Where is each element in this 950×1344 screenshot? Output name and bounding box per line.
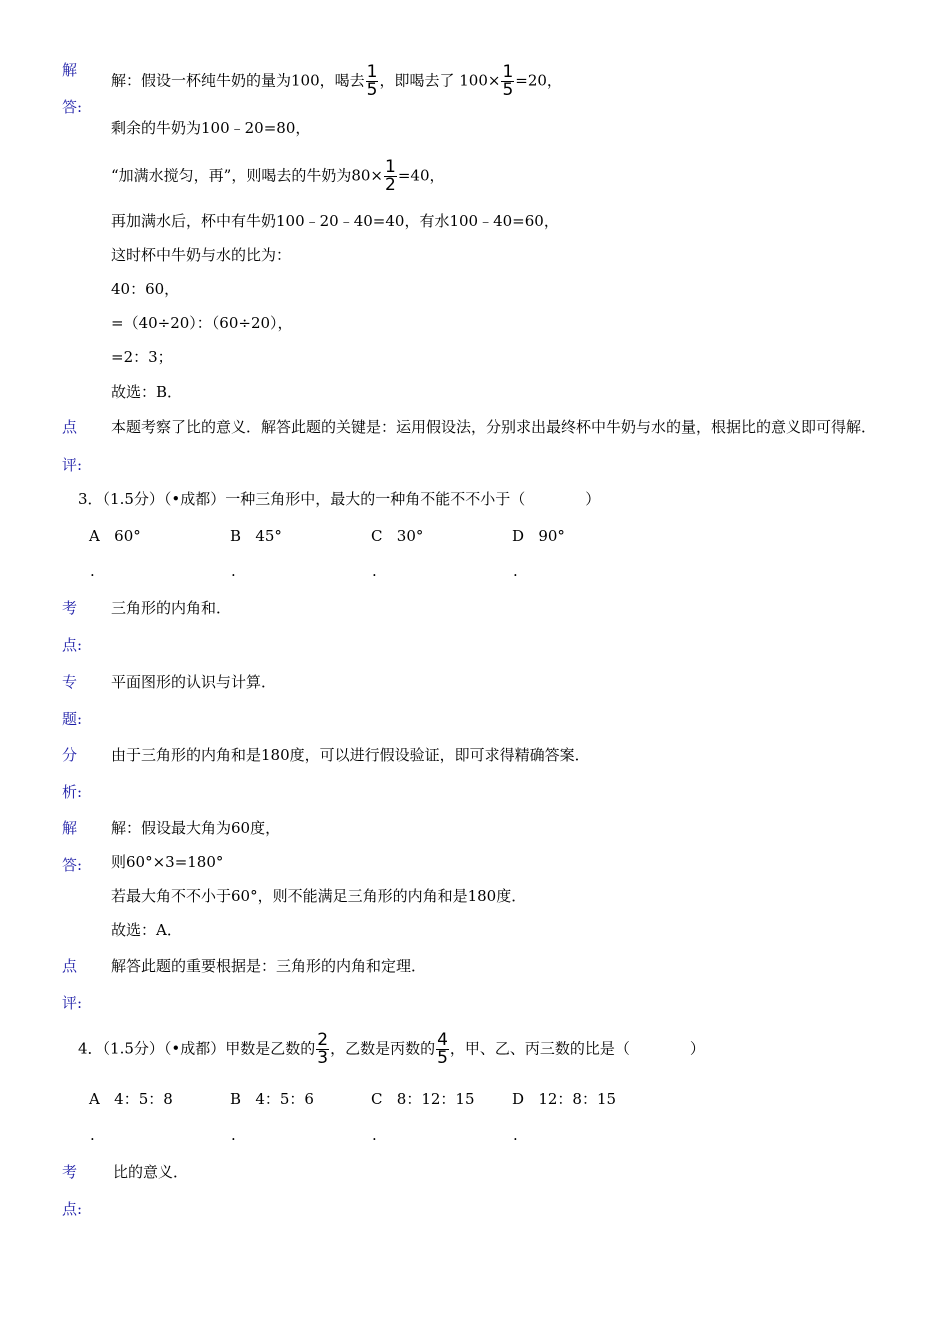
fraction-one-half: $\frac{1}{2}$ <box>385 157 396 195</box>
label-ping: 评: <box>62 994 83 1012</box>
answer-line-1: 解：假设一杯纯牛奶的量为100，喝去 $\frac{1}{5}$ ，即喝去了 100× $\frac{1}{5}$ =20， <box>111 62 562 100</box>
answer-line-3: “加满水搅匀，再”，则喝去的牛奶为80× $\frac{1}{2}$ =40， <box>111 157 445 195</box>
label-ping: 评: <box>62 456 83 474</box>
q3-comment-text: 解答此题的重要根据是：三角形的内角和定理． <box>111 957 427 975</box>
label-zhuan: 专 <box>62 673 78 691</box>
q3-option-dot: . <box>231 562 236 580</box>
q4-kaodian-text: 比的意义． <box>113 1163 189 1181</box>
q4-option-dot: . <box>231 1126 236 1144</box>
label-jie: 解 <box>62 61 78 79</box>
comment-text: 本题考察了比的意义．解答此题的关键是：运用假设法，分别求出最终杯中牛奶与水的量，根据比的意义即可得解． <box>111 418 877 436</box>
q3-option-dot: . <box>372 562 377 580</box>
label-xi: 析: <box>62 783 83 801</box>
fraction-one-fifth: $\frac{1}{5}$ <box>366 62 378 100</box>
label-dian: 点 <box>62 418 78 436</box>
question-3-stem: 3．（1.5分）（•成都）一种三角形中，最大的一种角不能不不小于（ ） <box>78 490 601 508</box>
q3-answer-line-4: 故选：A． <box>111 921 182 939</box>
fraction-one-fifth-2: $\frac{1}{5}$ <box>502 62 514 100</box>
q3-option-d[interactable]: D 90° <box>512 527 565 545</box>
fraction-two-thirds: $\frac{2}{3}$ <box>317 1030 329 1068</box>
fenxi-text: 由于三角形的内角和是180度，可以进行假设验证，即可求得精确答案． <box>111 746 590 764</box>
q3-option-b[interactable]: B 45° <box>230 527 282 545</box>
label-fen: 分 <box>62 746 78 764</box>
label-dian: 点 <box>62 957 78 975</box>
answer-line-5: 这时杯中牛奶与水的比为： <box>111 246 292 264</box>
q3-option-a[interactable]: A 60° <box>89 527 141 545</box>
fraction-four-fifths: $\frac{4}{5}$ <box>437 1030 448 1068</box>
q3-option-dot: . <box>90 562 95 580</box>
label-da: 答: <box>62 856 83 874</box>
zhuanti-text: 平面图形的认识与计算． <box>111 673 277 691</box>
label-da: 答: <box>62 98 83 116</box>
q4-option-a[interactable]: A 4：5：8 <box>89 1090 173 1108</box>
q3-answer-line-1: 解：假设最大角为60度， <box>111 819 281 837</box>
label-kao: 考 <box>62 599 78 617</box>
q3-option-c[interactable]: C 30° <box>371 527 424 545</box>
q4-option-d[interactable]: D 12：8：15 <box>512 1090 617 1108</box>
q4-option-dot: . <box>90 1126 95 1144</box>
label-kao: 考 <box>62 1163 78 1181</box>
q4-option-dot: . <box>513 1126 518 1144</box>
label-jie: 解 <box>62 819 78 837</box>
label-dian: 点: <box>62 1200 83 1218</box>
answer-line-2: 剩余的牛奶为100﹣20=80， <box>111 119 311 137</box>
answer-line-9: 故选：B． <box>111 383 183 401</box>
label-ti: 题: <box>62 710 83 728</box>
question-4-stem: 4．（1.5分）（•成都）甲数是乙数的 $\frac{2}{3}$ ，乙数是丙数的 $\frac{4}{5}$ ，甲、乙、丙三数的比是（ ） <box>78 1030 705 1068</box>
label-dian: 点: <box>62 636 83 654</box>
answer-line-7: =（40÷20）：（60÷20）， <box>111 314 293 332</box>
answer-line-4: 再加满水后，杯中有牛奶100﹣20﹣40=40，有水100﹣40=60， <box>111 212 559 230</box>
answer-line-8: =2：3； <box>111 348 173 366</box>
q3-answer-line-3: 若最大角不不小于60°，则不能满足三角形的内角和是180度． <box>111 887 527 905</box>
q4-option-c[interactable]: C 8：12：15 <box>371 1090 475 1108</box>
q3-answer-line-2: 则60°×3=180° <box>111 853 224 871</box>
answer-line-6: 40：60， <box>111 280 180 298</box>
q4-option-dot: . <box>372 1126 377 1144</box>
kaodian-text: 三角形的内角和． <box>111 599 232 617</box>
q3-option-dot: . <box>513 562 518 580</box>
q4-option-b[interactable]: B 4：5：6 <box>230 1090 314 1108</box>
